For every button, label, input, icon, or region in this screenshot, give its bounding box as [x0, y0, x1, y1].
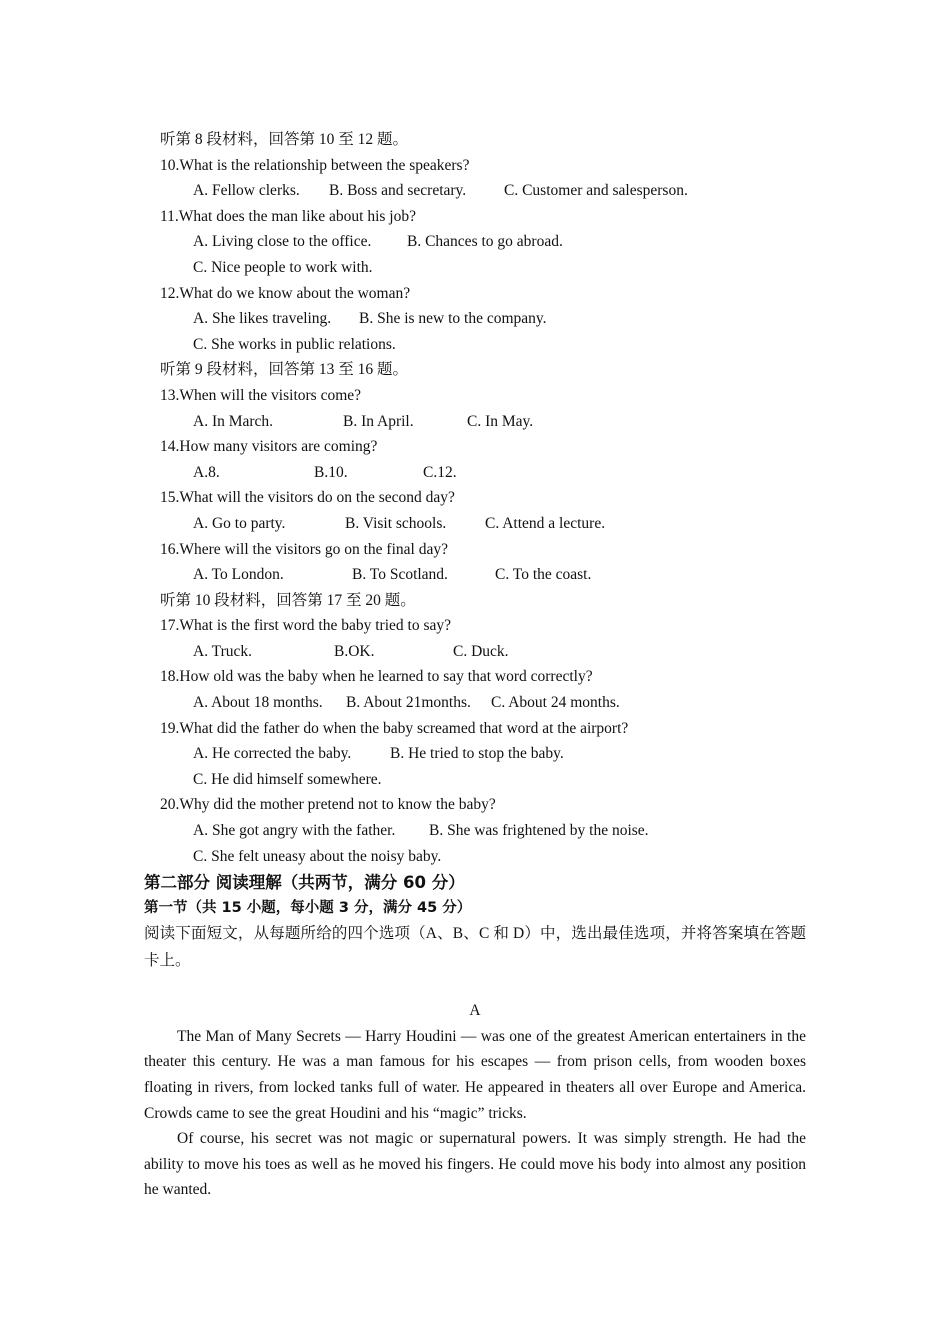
question-20-options [144, 818, 806, 844]
option-a: A. About 18 months. [193, 694, 323, 712]
question-19: 19.What did the father do when the baby screamed that word at the airport? [160, 719, 629, 737]
section-9-heading: 听第 9 段材料，回答第 13 至 16 题。 [160, 361, 409, 379]
question-16: 16.Where will the visitors go on the final day? [160, 540, 448, 558]
option-c: C. Customer and salesperson. [504, 182, 688, 200]
option-b: B. To Scotland. [352, 566, 448, 584]
option-b: B.10. [314, 463, 348, 481]
passage-paragraph-2: Of course, his secret was not magic or supernatural powers. It was simply strength. He had the ability to move his toes as well as he moved his fingers. He could move his body into almost any position he wanted. [144, 1130, 806, 1199]
option-c: C. To the coast. [495, 566, 592, 584]
option-c: C. Attend a lecture. [485, 514, 606, 532]
question-14-options [144, 460, 806, 486]
option-a: A. She likes traveling. [193, 310, 332, 328]
exam-page [144, 127, 806, 1203]
question-13: 13.When will the visitors come? [160, 386, 362, 404]
question-17: 17.What is the first word the baby tried to say? [160, 617, 451, 635]
question-20: 20.Why did the mother pretend not to know the baby? [160, 796, 496, 814]
question-18-options [144, 690, 806, 716]
section-10-heading: 听第 10 段材料，回答第 17 至 20 题。 [160, 591, 416, 609]
option-b: B.OK. [334, 642, 375, 660]
option-b: B. Chances to go abroad. [407, 233, 563, 251]
question-18: 18.How old was the baby when he learned to say that word correctly? [160, 668, 593, 686]
option-b: B. She is new to the company. [359, 310, 547, 328]
option-a: A. He corrected the baby. [193, 745, 352, 763]
question-15: 15.What will the visitors do on the second day? [160, 489, 455, 507]
option-b: B. She was frightened by the noise. [429, 822, 649, 840]
option-a: A. To London. [193, 566, 284, 584]
option-c: C.12. [423, 463, 457, 481]
question-17-options [144, 639, 806, 665]
question-14: 14.How many visitors are coming? [160, 438, 378, 456]
option-c: C. About 24 months. [491, 694, 620, 712]
option-c: C. He did himself somewhere. [193, 770, 382, 788]
option-b: B. He tried to stop the baby. [390, 745, 564, 763]
reading-instructions: 阅读下面短文，从每题所给的四个选项（A、B、C 和 D）中，选出最佳选项，并将答案填在答题卡上。 [144, 925, 806, 970]
part-two-title: 第二部分 阅读理解（共两节，满分 60 分） [144, 873, 465, 893]
passage-label: A [469, 1002, 481, 1020]
question-11: 11.What does the man like about his job? [160, 207, 416, 225]
question-11-options [144, 229, 806, 255]
section-one-title: 第一节（共 15 小题，每小题 3 分，满分 45 分） [144, 900, 472, 917]
question-10-options [144, 178, 806, 204]
option-a: A. In March. [193, 412, 274, 430]
option-b: B. In April. [343, 412, 414, 430]
question-16-options [144, 562, 806, 588]
option-a: A. Truck. [193, 642, 253, 660]
option-b: B. Visit schools. [345, 514, 447, 532]
option-a: A. Living close to the office. [193, 233, 372, 251]
option-c: C. She felt uneasy about the noisy baby. [193, 847, 442, 865]
option-a: A.8. [193, 463, 220, 481]
question-15-options [144, 511, 806, 537]
question-10: 10.What is the relationship between the speakers? [160, 156, 470, 174]
question-13-options [144, 409, 806, 435]
option-a: A. Go to party. [193, 514, 286, 532]
question-12-options [144, 306, 806, 332]
option-c: C. Nice people to work with. [193, 258, 373, 276]
section-8-heading: 听第 8 段材料，回答第 10 至 12 题。 [160, 131, 409, 148]
option-b: B. About 21months. [346, 694, 471, 712]
passage-paragraph-1: The Man of Many Secrets — Harry Houdini — was one of the greatest American entertainers in the theater this century. He was a man famous for his escapes — from prison cells, from wooden boxes floating in rivers, from locked tanks full of water. He appeared in theaters all over Europe and America. Crowds came to see the great Houdini and his “magic” tricks. [144, 1027, 806, 1122]
option-c: C. She works in public relations. [193, 335, 396, 353]
option-a: A. She got angry with the father. [193, 822, 396, 840]
question-19-options [144, 741, 806, 767]
question-12: 12.What do we know about the woman? [160, 284, 411, 302]
option-c: C. In May. [467, 412, 534, 430]
option-b: B. Boss and secretary. [329, 182, 467, 200]
option-c: C. Duck. [453, 642, 509, 660]
option-a: A. Fellow clerks. [193, 182, 300, 200]
